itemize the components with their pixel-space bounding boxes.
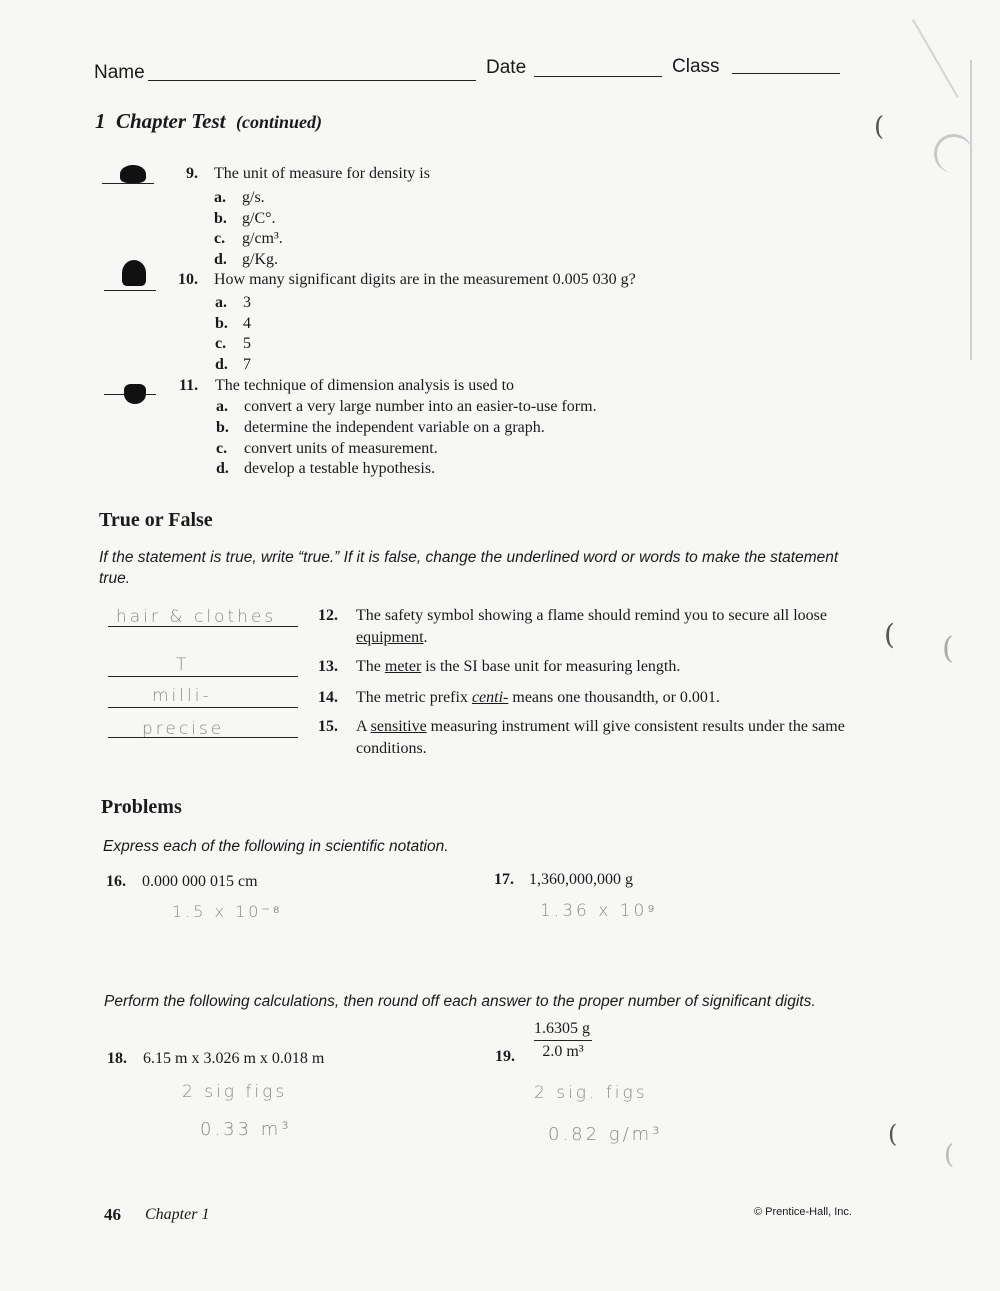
- fraction: [534, 1020, 592, 1061]
- binder-hole-mark: (: [888, 1120, 898, 1148]
- answer-line-14[interactable]: [108, 707, 298, 708]
- page-number: 46: [104, 1205, 121, 1224]
- class-label: Class: [672, 56, 720, 77]
- section-heading-problems: Problems: [101, 796, 182, 818]
- option: c. g/cm³.: [214, 230, 283, 247]
- question-11: 11. The technique of dimension analysis is used to: [179, 377, 515, 394]
- problem-18: 18. 6.15 m x 3.026 m x 0.018 m: [107, 1050, 325, 1067]
- option: d. 7: [215, 355, 251, 373]
- fraction-denominator: 2.0 m³: [542, 1043, 584, 1060]
- binder-hole: [934, 134, 973, 173]
- footer-chapter: Chapter 1: [145, 1206, 210, 1223]
- page-edge-shadow: [970, 60, 972, 360]
- binder-hole-mark: (: [942, 631, 954, 666]
- problem-19: 19.: [495, 1048, 515, 1065]
- date-label: Date: [486, 57, 527, 78]
- true-false-item-15: 15. A sensitive measuring instrument will give consistent results under the same conditions.: [318, 718, 845, 757]
- name-field[interactable]: [148, 80, 476, 81]
- option: b. g/C°.: [214, 209, 276, 227]
- option: c. convert units of measurement.: [216, 439, 438, 457]
- option: a. g/s.: [214, 189, 265, 206]
- option: c. 5: [215, 335, 251, 352]
- answer-line-15[interactable]: [108, 737, 298, 738]
- page-title: [95, 109, 322, 134]
- true-false-item-13: 13. The meter is the SI base unit for measuring length.: [318, 658, 681, 675]
- chapter-title: Chapter Test: [116, 109, 226, 133]
- question-10: 10. How many significant digits are in the measurement 0.005 030 g?: [178, 271, 636, 288]
- handwritten-answer-16: 1.5 x 10⁻⁸: [172, 902, 283, 921]
- binder-hole-mark: (: [944, 1140, 955, 1170]
- date-field[interactable]: [534, 76, 662, 77]
- true-false-item-12: 12. The safety symbol showing a flame should remind you to secure all loose equipment.: [318, 607, 828, 646]
- handwritten-answer-13: T: [176, 655, 190, 675]
- problem-17: 17. 1,360,000,000 g: [494, 871, 633, 888]
- handwritten-answer-12: hair & clothes: [116, 607, 277, 627]
- option: d. g/Kg.: [214, 250, 278, 268]
- page-edge-shadow: [912, 19, 959, 98]
- erased-answer-mark: [124, 384, 146, 404]
- binder-hole-mark: (: [884, 618, 895, 651]
- problem-16: 16. 0.000 000 015 cm: [106, 873, 258, 890]
- binder-hole-mark: (: [874, 112, 885, 142]
- option: b. 4: [215, 314, 251, 332]
- answer-line-10[interactable]: [104, 290, 156, 291]
- option: a. convert a very large number into an easier-to-use form.: [216, 398, 597, 415]
- question-9-options: [214, 188, 283, 270]
- answer-line-13[interactable]: [108, 676, 298, 677]
- section-heading-true-false: True or False: [99, 509, 213, 531]
- question-9: 9. The unit of measure for density is: [186, 165, 430, 182]
- handwritten-answer-15: precise: [142, 719, 225, 739]
- answer-line-9[interactable]: [102, 183, 154, 184]
- class-field[interactable]: [732, 73, 840, 74]
- question-11-options: [216, 397, 597, 480]
- chapter-number: 1: [95, 109, 106, 133]
- option: d. develop a testable hypothesis.: [216, 460, 436, 478]
- handwritten-answer-18: 0.33 m³: [200, 1119, 292, 1140]
- erased-answer-mark: [122, 260, 146, 286]
- problems-instructions-1: Express each of the following in scientific notation.: [103, 838, 449, 855]
- handwritten-answer-17: 1.36 x 10⁹: [540, 901, 658, 921]
- true-false-item-14: 14. The metric prefix centi- means one thousandth, or 0.001.: [318, 689, 720, 706]
- fraction-numerator: 1.6305 g: [534, 1020, 592, 1041]
- handwritten-answer-14: milli-: [152, 686, 212, 706]
- option: b. determine the independent variable on a graph.: [216, 418, 545, 436]
- erased-answer-mark: [120, 165, 146, 183]
- chapter-title-suffix: (continued): [236, 112, 323, 132]
- handwritten-work-19: 2 sig. figs: [534, 1083, 648, 1103]
- true-false-instructions: If the statement is true, write “true.” If it is false, change the underlined word or words to make the statement true.: [99, 549, 839, 587]
- handwritten-answer-19: 0.82 g/m³: [548, 1124, 663, 1145]
- option: a. 3: [215, 294, 251, 311]
- answer-line-12[interactable]: [108, 626, 298, 627]
- question-10-options: [215, 293, 251, 375]
- copyright: © Prentice-Hall, Inc.: [754, 1206, 852, 1218]
- name-label: Name: [94, 62, 145, 83]
- problems-instructions-2: Perform the following calculations, then round off each answer to the proper number of significant digits.: [104, 993, 816, 1010]
- handwritten-work-18: 2 sig figs: [182, 1082, 288, 1102]
